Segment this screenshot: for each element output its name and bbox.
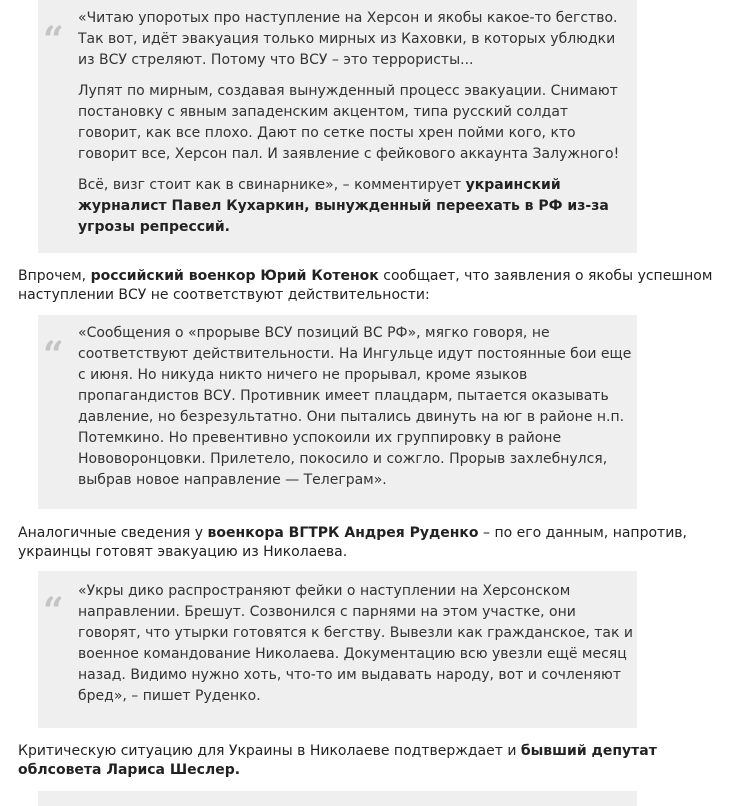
- source-name: военкора ВГТРК Андрея Руденко: [207, 525, 479, 541]
- quote-block-kukharkin: [38, 0, 637, 253]
- quote-paragraph: «Сообщения о «прорыве ВСУ позиций ВС РФ», мягко говоря, не соответствуют действительности. На Ингульце идут постоянные бои еще с июня. Но никуда никто ничего не прорывал, кроме языков пропагандистов ВСУ. Противник имеет плацдарм, пытается оказывать давление, но безрезультатно. Они пытались двинуть на юг в районе н.п. Потемкино. Но превентивно успокоили их группировку в районе Нововоронцовки. Прилетело, покосило и сожгло. Прорыв захлебнулся, выбрав новое направление — Телеграм».: [78, 325, 632, 488]
- quote-block-next: [38, 791, 637, 806]
- quote-text: Всё, визг стоит как в свинарнике», – комментирует: [78, 177, 466, 193]
- quote-mark-icon: “: [43, 590, 64, 632]
- quote-body: [78, 323, 633, 491]
- article-paragraph: Впрочем, российский военкор Юрий Котенок сообщает, что заявления о якобы успешном наступлении ВСУ не соответствуют действительности:: [18, 268, 713, 303]
- quote-paragraph: «Укры дико распространяют фейки о наступлении на Херсонском направлении. Брешут. Созвонился с парнями на этом участке, они говорят, что утырки готовятся к бегству. Вывезли как гражданское, так и военное командование Николаева. Документацию всю увезли ещё месяц назад. Видимо нужно хоть, что-то им выдавать народу, вот и сочленяют бред», – пишет Руденко.: [78, 583, 633, 704]
- quote-body: [78, 8, 633, 238]
- source-name: российский военкор Юрий Котенок: [90, 268, 379, 284]
- quote-mark-icon: “: [43, 19, 64, 61]
- article-paragraph: Критическую ситуацию для Украины в Николаеве подтверждает и бывший депутат облсовета Лариса Шеслер.: [18, 743, 657, 778]
- article-paragraph: Аналогичные сведения у военкора ВГТРК Андрея Руденко – по его данным, напротив, украинцы готовят эвакуацию из Николаева.: [18, 525, 687, 560]
- quote-mark-icon: “: [43, 334, 64, 376]
- quote-attribution: украинский журналист Павел Кухаркин, вынужденный переехать в РФ из-за угрозы репрессий.: [78, 177, 609, 235]
- quote-body: [78, 581, 633, 707]
- quote-block-kotenok: [38, 315, 637, 509]
- quote-paragraph: [78, 175, 633, 238]
- quote-block-rudenko: [38, 571, 637, 728]
- quote-paragraph: «Читаю упоротых про наступление на Херсон и якобы какое-то бегство. Так вот, идёт эвакуация только мирных из Каховки, в которых ублюдки из ВСУ стреляют. Потому что ВСУ – это террористы...: [78, 10, 618, 68]
- quote-paragraph: Лупят по мирным, создавая вынужденный процесс эвакуации. Снимают постановку с явным западенским акцентом, типа русский солдат говорит, как все плохо. Дают по сетке посты хрен пойми кого, кто говорит все, Херсон пал. И заявление с фейкового аккаунта Залужного!: [78, 83, 620, 162]
- source-name: бывший депутат облсовета Лариса Шеслер.: [18, 743, 657, 778]
